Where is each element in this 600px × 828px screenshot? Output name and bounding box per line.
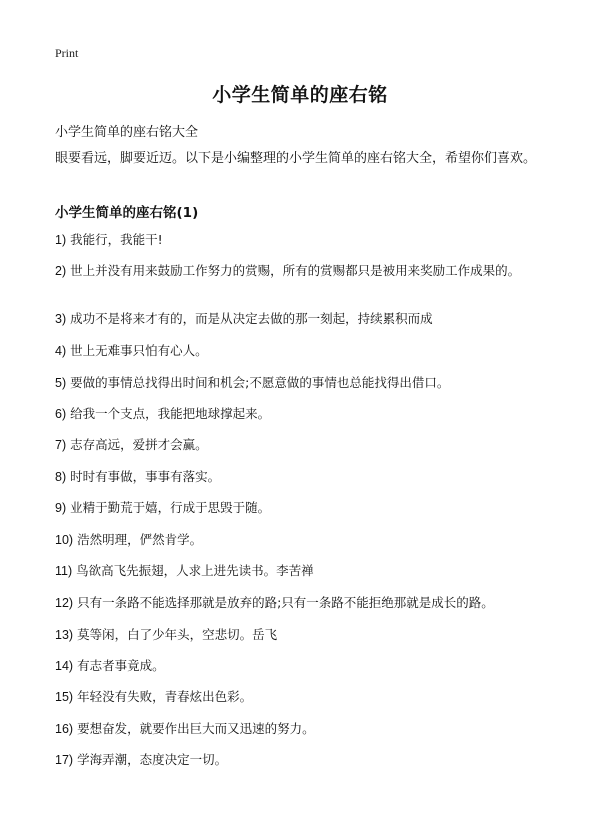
motto-number: 10): [55, 533, 74, 547]
motto-text: 年轻没有失败，青春炫出色彩。: [77, 689, 253, 704]
motto-item: [55, 626, 555, 644]
motto-text: 要想奋发，就要作出巨大而又迅速的努力。: [77, 721, 315, 736]
motto-number: 15): [55, 690, 74, 704]
motto-number: 16): [55, 722, 74, 736]
motto-item: [55, 499, 555, 517]
motto-item: [55, 594, 555, 612]
motto-text: 莫等闲，白了少年头，空悲切。岳飞: [77, 627, 278, 642]
motto-text: 世上无难事只怕有心人。: [70, 343, 208, 358]
motto-item: [55, 562, 555, 580]
motto-text: 时时有事做，事事有落实。: [70, 469, 221, 484]
page-title: 小学生简单的座右铭: [212, 84, 388, 106]
motto-item: [55, 751, 555, 769]
motto-item: [55, 688, 555, 706]
motto-text: 浩然明理，俨然肯学。: [77, 532, 203, 547]
motto-item: [55, 342, 555, 360]
motto-number: 8): [55, 470, 67, 484]
motto-text: 要做的事情总找得出时间和机会;不愿意做的事情也总能找得出借口。: [70, 375, 450, 390]
motto-text: 成功不是将来才有的，而是从决定去做的那一刻起，持续累积而成: [70, 311, 433, 326]
motto-number: 7): [55, 438, 67, 452]
motto-number: 3): [55, 312, 67, 326]
motto-number: 4): [55, 344, 67, 358]
motto-number: 1): [55, 233, 67, 247]
print-label: Print: [55, 46, 79, 60]
motto-item: [55, 310, 555, 328]
motto-number: 2): [55, 264, 67, 278]
motto-number: 9): [55, 501, 67, 515]
document-subtitle: 小学生简单的座右铭大全: [55, 125, 199, 140]
motto-text: 志存高远，爱拼才会赢。: [70, 437, 208, 452]
motto-number: 13): [55, 628, 74, 642]
motto-item: [55, 231, 555, 249]
motto-text: 给我一个支点，我能把地球撑起来。: [70, 406, 271, 421]
motto-item: [55, 262, 555, 280]
motto-text: 鸟欲高飞先振翅，人求上进先读书。李苦禅: [76, 563, 314, 578]
motto-number: 17): [55, 753, 74, 767]
motto-number: 11): [55, 564, 73, 578]
motto-item: [55, 720, 555, 738]
motto-number: 5): [55, 376, 67, 390]
section-heading: 小学生简单的座右铭(1): [55, 205, 199, 221]
motto-text: 世上并没有用来鼓励工作努力的赏赐，所有的赏赐都只是被用来奖励工作成果的。: [70, 263, 521, 278]
motto-item: [55, 468, 555, 486]
motto-item: [55, 405, 555, 423]
motto-text: 有志者事竟成。: [77, 658, 165, 673]
motto-number: 14): [55, 659, 74, 673]
motto-item: [55, 374, 555, 392]
motto-number: 12): [55, 596, 74, 610]
motto-text: 学海弄潮，态度决定一切。: [77, 752, 228, 767]
motto-item: [55, 531, 555, 549]
motto-number: 6): [55, 407, 67, 421]
motto-item: [55, 436, 555, 454]
motto-text: 业精于勤荒于嬉，行成于思毁于随。: [70, 500, 271, 515]
motto-item: [55, 657, 555, 675]
intro-paragraph: 眼要看远，脚要近迈。以下是小编整理的小学生简单的座右铭大全，希望你们喜欢。: [55, 151, 537, 166]
motto-text: 我能行，我能干!: [70, 232, 163, 247]
motto-text: 只有一条路不能选择那就是放弃的路;只有一条路不能拒绝那就是成长的路。: [77, 595, 494, 610]
